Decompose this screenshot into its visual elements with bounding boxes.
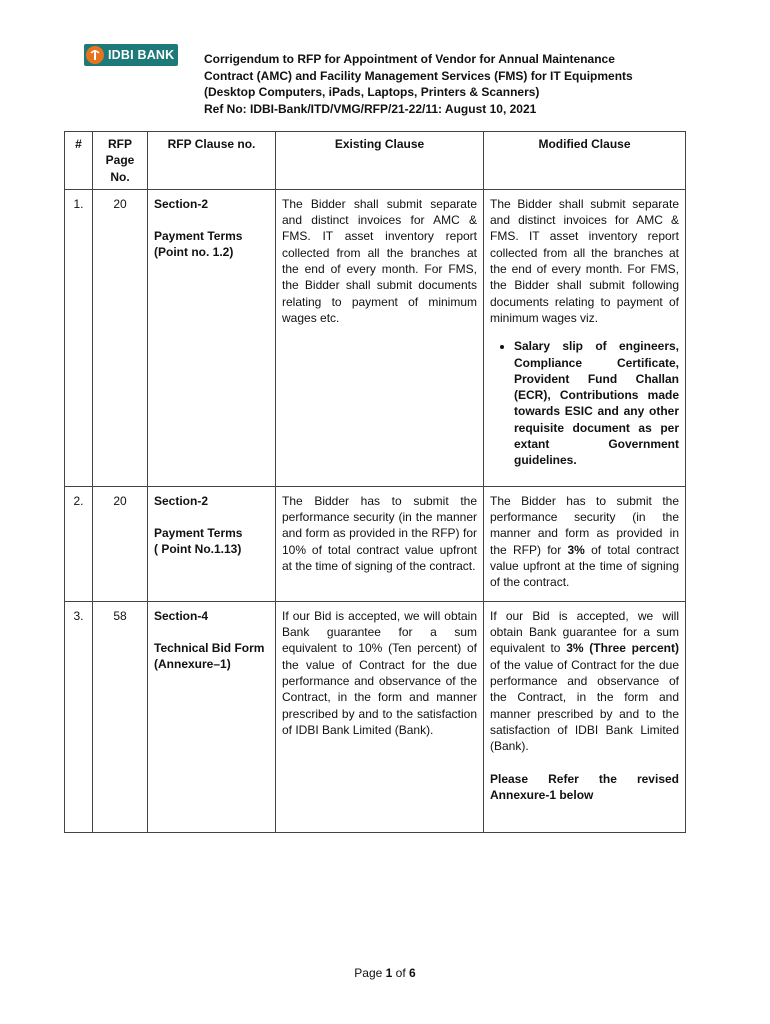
row-clause — [148, 189, 276, 486]
list-item: • Salary slip of engineers, Compliance Certificate, Provident Fund Challan (ECR), Contributions made towards ESIC and any other requisite document as per extant Government guidelines. — [514, 338, 679, 468]
header-clause-no: RFP Clause no. — [148, 132, 276, 190]
reference-line: Ref No: IDBI-Bank/ITD/VMG/RFP/21-22/11: August 10, 2021 — [204, 101, 537, 116]
modified-clause — [484, 189, 686, 486]
footer-page-number: 1 — [385, 966, 393, 980]
title-line-2: Contract (AMC) and Facility Management Services (FMS) for IT Equipments — [204, 68, 633, 83]
row-rfp-page: 58 — [93, 601, 148, 832]
header-rfp-page-line3: No. — [110, 169, 130, 184]
table-row — [65, 189, 686, 486]
corrigendum-table — [64, 131, 686, 833]
clause-title: Technical Bid Form — [154, 641, 265, 656]
clause-point: ( Point No.1.13) — [154, 542, 242, 557]
modified-clause-text — [484, 486, 686, 601]
row-clause — [148, 601, 276, 832]
footer-of-word: of — [395, 966, 406, 980]
row-number: 2. — [65, 486, 93, 601]
row-rfp-page: 20 — [93, 189, 148, 486]
modified-clause-text — [490, 608, 679, 755]
idbi-emblem-icon — [86, 46, 104, 64]
table-row — [65, 486, 686, 601]
header-number: # — [65, 132, 93, 190]
row-rfp-page: 20 — [93, 486, 148, 601]
existing-clause-text: The Bidder shall submit separate and distinct invoices for AMC & FMS. IT asset inventory report collected from all the branches at the end of every month. For FMS, the Bidder shall submit documents relating to payment of minimum wages etc. — [276, 189, 484, 486]
row-number: 1. — [65, 189, 93, 486]
footer-page-word: Page — [354, 966, 383, 980]
row-clause — [148, 486, 276, 601]
idbi-bank-logo — [84, 44, 178, 66]
modified-text-pre: If our Bid is accepted, we will obtain Bank guarantee for a sum equivalent to — [490, 608, 679, 656]
modified-text-post: of the value of Contract for the due performance and observance of the Contract, in the form and manner prescribed by and to the satisfaction of IDBI Bank Limited (Bank). — [490, 657, 679, 754]
logo-text: IDBI BANK — [108, 48, 175, 62]
clause-section: Section-2 — [154, 493, 209, 508]
clause-section: Section-4 — [154, 608, 209, 623]
header-existing-clause: Existing Clause — [276, 132, 484, 190]
modified-clause-text: The Bidder shall submit separate and distinct invoices for AMC & FMS. IT asset inventory report collected from all the branches at the end of every month. For FMS, the Bidder shall submit following documents relating to payment of minimum wages viz. — [490, 196, 679, 325]
row-number: 3. — [65, 601, 93, 832]
table-row — [65, 601, 686, 832]
clause-title: Payment Terms — [154, 526, 243, 541]
modified-text-post: of total contract value upfront at the time of signing of the contract. — [490, 542, 679, 590]
clause-section: Section-2 — [154, 196, 209, 211]
requirements-list — [490, 338, 679, 468]
table-header-row — [65, 132, 686, 190]
header-rfp-page-line1: RFP — [108, 137, 132, 151]
modified-text-pre: The Bidder has to submit the performance security (in the manner and form as provided in the RFP) for — [490, 493, 679, 557]
existing-clause-text: The Bidder has to submit the performance security (in the manner and form as provided in the RFP) for 10% of total contract value upfront at the time of signing of the contract. — [276, 486, 484, 601]
header-modified-clause: Modified Clause — [484, 132, 686, 190]
document-title — [204, 51, 633, 117]
header-rfp-page-line2: Page — [105, 153, 135, 168]
title-line-3: (Desktop Computers, iPads, Laptops, Printers & Scanners) — [204, 85, 540, 99]
page-footer — [0, 966, 770, 980]
clause-point: (Annexure–1) — [154, 657, 231, 672]
modified-text-bold: 3% (Three percent) — [566, 641, 680, 656]
modified-clause — [484, 601, 686, 832]
footer-total-pages: 6 — [409, 966, 416, 980]
modified-text-bold: 3% — [567, 542, 585, 557]
title-line-1: Corrigendum to RFP for Appointment of Vendor for Annual Maintenance — [204, 52, 615, 66]
clause-point: (Point no. 1.2) — [154, 245, 234, 260]
clause-title: Payment Terms — [154, 229, 243, 244]
annexure-note: Please Refer the revised Annexure-1 below — [490, 771, 679, 802]
header-rfp-page — [93, 132, 148, 190]
existing-clause-text: If our Bid is accepted, we will obtain Bank guarantee for a sum equivalent to 10% (Ten percent) of the value of Contract for the due performance and observance of the Contract, in the form and manner prescribed by and to the satisfaction of IDBI Bank Limited (Bank). — [276, 601, 484, 832]
